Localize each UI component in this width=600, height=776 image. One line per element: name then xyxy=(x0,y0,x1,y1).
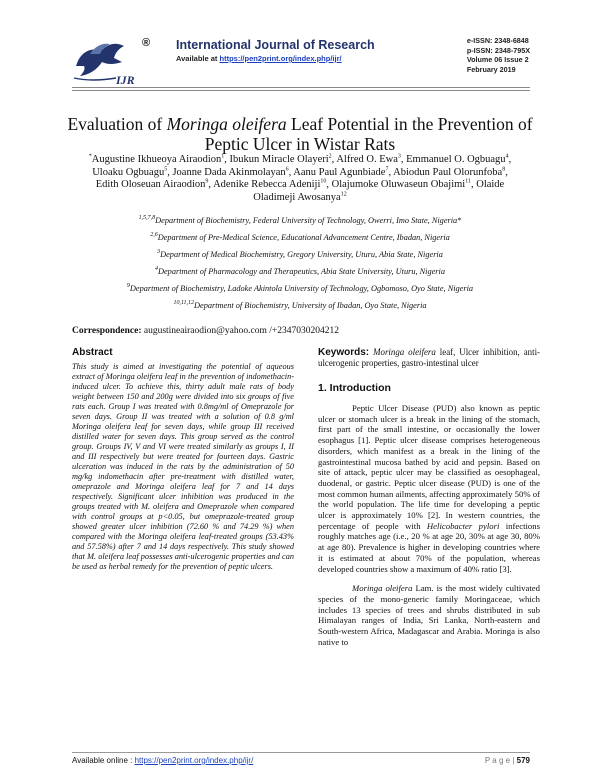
availability-line xyxy=(176,54,342,63)
affiliation: $^4$Department of Pharmacology and Therapeutics, Abia State University, Uturu, Nigeria xyxy=(155,266,445,276)
issue-date: February 2019 xyxy=(466,64,516,74)
author: Alfred O. Ewa xyxy=(336,154,398,165)
header-rule-1 xyxy=(72,87,530,88)
logo-text: IJR xyxy=(116,73,135,86)
footer-availability: Available online : https://pen2print.org/index.php/ijr/ xyxy=(72,756,254,765)
page-number: P a g e | 579 xyxy=(484,756,530,765)
paper-title: Evaluation of Moringa oleifera Leaf Potential in the Prevention of Peptic Ulcer in Wistar Rats xyxy=(67,114,533,154)
registered-mark: ® xyxy=(142,37,151,49)
header-rule-2 xyxy=(72,90,530,91)
affiliation: $^{2,6}$Department of Pre-Medical Science, Educational Advancement Centre, Ibadan, Nigeria xyxy=(150,232,450,242)
available-prefix: Available at xyxy=(176,54,218,63)
abstract-heading: Abstract xyxy=(72,347,113,358)
volume-issue: Volume 06 Issue 2 xyxy=(466,55,529,65)
author: Ibukun Miracle Olayeri xyxy=(229,154,329,165)
affiliation: $^{1,5,7,8}$Department of Biochemistry, Federal University of Technology, Owerri, Imo State, Nigeria* xyxy=(138,215,462,225)
author-list: *Augustine Ikhueoya Airaodion$^1$, Ibukun Miracle Olayeri$^2$, Alfred O. Ewa$^3$, Emmanuel O. Ogbuagu$^4$, Uloaku Ogbuagu$^5$, Joanne Dada Akinmolayan$^6$, Aanu Paul Agunbiade$^7$, Abiodun Paul Olorunfoba$^8$, Edith Oloseuan Airaodion$^9$, Adenike Rebecca Adeniji$^{10}$, Olajumoke Oluwaseun Obajimi$^{11}$, Olaide Oladimeji Awosanya$^{12}$ xyxy=(88,153,512,204)
issn-block xyxy=(467,36,530,74)
affiliation: $^{10,11,12}$Department of Biochemistry, University of Ibadan, Oyo State, Nigeria xyxy=(173,300,427,310)
abstract-text: This study is aimed at investigating the potential of aqueous extract of Moringa oleifera leaf in the prevention of indomethacin-induced ulcer. To achieve this, thirty adult male rats of body weight between 150 and 200g were divided into six groups of five rats each. Group I was treated with 0.8mg/ml of Omeprazole for seven days. Group II was treated with a solution of 0.8 g/ml Moringa oleifera leaf for seven days, while group III received distilled water for seven days. This group served as the control group. Groups IV, V and VI were treated similarly as groups I, II and III respectively but were treated for fourteen days. Gastric ulceration was induced in the rats by the administration of 50 mg/kg indomethacin after pre-treatment with distilled water, omeprazole and Moringa oleifera leaf for 7 and 14 days respectively. Significant ulcer inhibition was produced in the groups treated with M. oleifera and Omeprazole when compared with control groups at p<0.05, but omeprazole-treated group showed greater ulcer inhibition (72.60 % and 74.29 %) when compared with the Moringa oleifera leaf-treated groups (53.43% and 57.58%) after 7 and 14 days respectively. This study showed that M. oleifera leaf possesses anti-ulcerogenic properties and can be used as herbal remedy for the prevention of peptic ulcers. xyxy=(72,362,294,571)
affiliation: $^3$Department of Medical Biochemistry, Gregory University, Uturu, Abia State, Nigeria xyxy=(157,249,443,259)
author: Olaide Oladimeji Awosanya xyxy=(253,179,505,204)
author: Emmanuel O. Ogbuagu xyxy=(406,154,506,165)
intro-paragraph-1: Peptic Ulcer Disease (PUD) also known as peptic ulcer or stomach ulcer is a break in the lining of the stomach, first part of the small intestine, or occasionally the lower esophagus [1]. Peptic ulcer disease comprises heterogeneous disorders, which manifest as a break in the lining of the gastrointestinal mucosa bathed by acid and pepsin. Based on site of attack, peptic ulcer may be classified as oesophageal, duodenal, or gastric. Peptic ulcer disease (PUD) is one of the most common human ailments, affecting approximately 50% of the world population. The life time for developing a peptic ulcer is approximately 10% [2]. In western countries, the percentage of people with Helicobacter pylori infections roughly matches age (i.e., 20 % at age 20, 30% at age 30, 80% at age 80). Prevalence is higher in developing countries where it is estimated at about 70% of the population, whereas developed countries show a maximum of 40% ratio [3]. xyxy=(318,403,540,574)
author: Aanu Paul Agunbiade xyxy=(293,166,386,178)
affiliations xyxy=(60,216,540,318)
author: Abiodun Paul Olorunfoba xyxy=(393,166,503,178)
introduction-heading: 1. Introduction xyxy=(318,382,391,394)
correspondence: Correspondence: augustineairaodion@yahoo.com /+2347030204212 xyxy=(72,326,339,336)
pissn: p-ISSN: 2348-795X xyxy=(466,45,530,55)
author: Olajumoke Oluwaseun Obajimi xyxy=(331,179,466,191)
author: Uloaku Ogbuagu xyxy=(92,166,165,178)
footer-url-link[interactable]: https://pen2print.org/index.php/ijr/ xyxy=(134,756,254,765)
eissn: e-ISSN: 2348-6848 xyxy=(466,36,529,45)
author: Edith Oloseuan Airaodion xyxy=(95,179,206,191)
intro-column xyxy=(318,347,540,656)
affiliation: $^9$Department of Biochemistry, Ladoke Akintola University of Technology, Ogbomoso, Oyo State, Nigeria xyxy=(126,283,474,293)
journal-header xyxy=(72,36,530,86)
author: Joanne Dada Akinmolayan xyxy=(172,166,286,178)
intro-paragraph-2: Moringa oleifera Lam. is the most widely cultivated species of the mono-generic family Moringaceae, which includes 13 species of trees and shrubs distributed in sub Himalayan ranges of India, Sri Lanka, North-eastern and South-western Africa, Madagascar and Arabia. Moringa is also native to xyxy=(318,583,540,647)
ijr-logo xyxy=(72,36,160,86)
keywords: Keywords: Moringa oleifera leaf, Ulcer inhibition, anti-ulcerogenic properties, gastro-intestinal ulcer xyxy=(318,347,541,368)
footer-rule xyxy=(72,752,530,753)
journal-url-link[interactable]: https://pen2print.org/index.php/ijr/ xyxy=(219,54,342,63)
author: Augustine Ikhueoya Airaodion xyxy=(91,154,222,165)
author: Adenike Rebecca Adeniji xyxy=(213,179,321,191)
journal-name: International Journal of Research xyxy=(176,38,375,52)
abstract-column xyxy=(72,347,294,572)
